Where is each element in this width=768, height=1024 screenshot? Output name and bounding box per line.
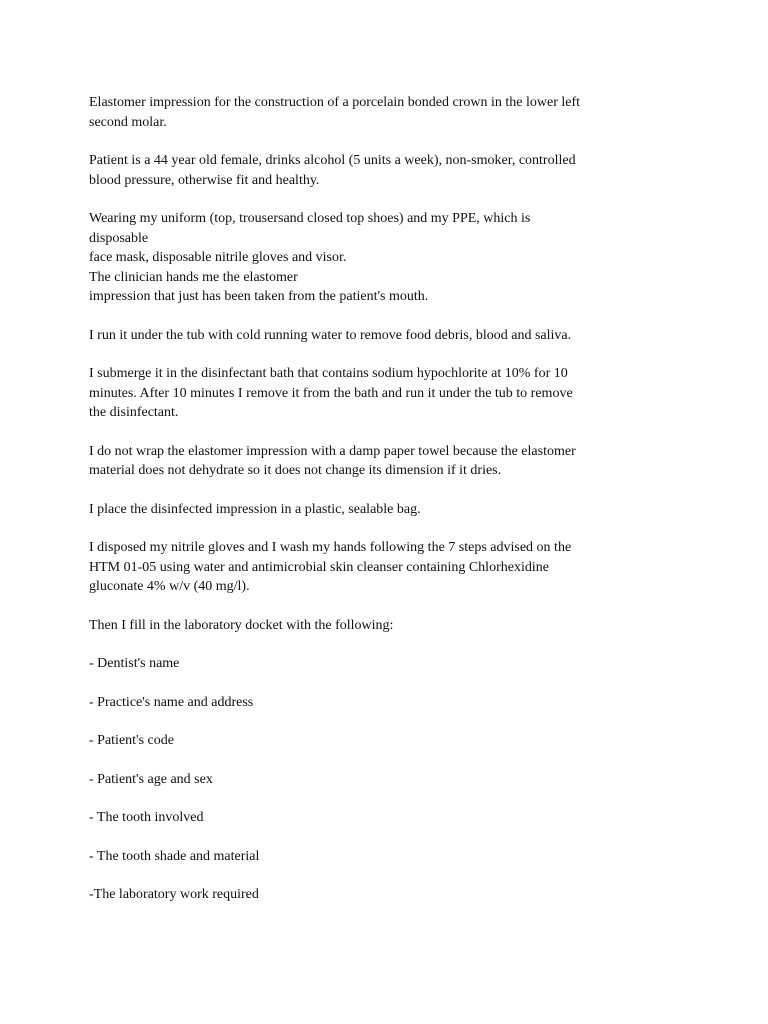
paragraph-handwash: I disposed my nitrile gloves and I wash my hands following the 7 steps advised on the HTM 01-05 using water and antimicrobial skin cleanser containing Chlorhexidine gluconate 4% w/v (40 mg/l). [89, 540, 572, 594]
docket-item: -The laboratory work required [89, 887, 259, 902]
paragraph-bag: I place the disinfected impression in a plastic, sealable bag. [89, 501, 421, 517]
docket-item: - Practice's name and address [89, 694, 254, 710]
docket-item: - The tooth involved [89, 810, 204, 825]
paragraph-docket-intro: Then I fill in the laboratory docket with the following: [89, 617, 394, 633]
paragraph-title: Elastomer impression for the construction of a porcelain bonded crown in the lower left second molar. [89, 95, 581, 130]
paragraph-wrap: I do not wrap the elastomer impression with a damp paper towel because the elastomer material does not dehydrate so it does not change its dimension if it dries. [89, 443, 576, 478]
docket-item: - Dentist's name [89, 656, 180, 671]
document-body [89, 93, 689, 924]
docket-item: - Patient's code [89, 733, 174, 748]
paragraph-rinse: I run it under the tub with cold running water to remove food debris, blood and saliva. [89, 327, 572, 343]
paragraph-ppe: Wearing my uniform (top, trousersand closed top shoes) and my PPE, which is disposable face mask, disposable nitrile gloves and visor. The clinician hands me the elastomer impression that just has been taken from the patient's mouth. [89, 211, 531, 304]
paragraph-patient-info: Patient is a 44 year old female, drinks alcohol (5 units a week), non-smoker, controlled blood pressure, otherwise fit and healthy. [89, 153, 576, 188]
docket-item: - The tooth shade and material [89, 848, 260, 864]
paragraph-disinfect: I submerge it in the disinfectant bath that contains sodium hypochlorite at 10% for 10 minutes. After 10 minutes I remove it from the bath and run it under the tub to remove the disinfectant. [89, 366, 573, 420]
docket-item: - Patient's age and sex [89, 771, 213, 787]
